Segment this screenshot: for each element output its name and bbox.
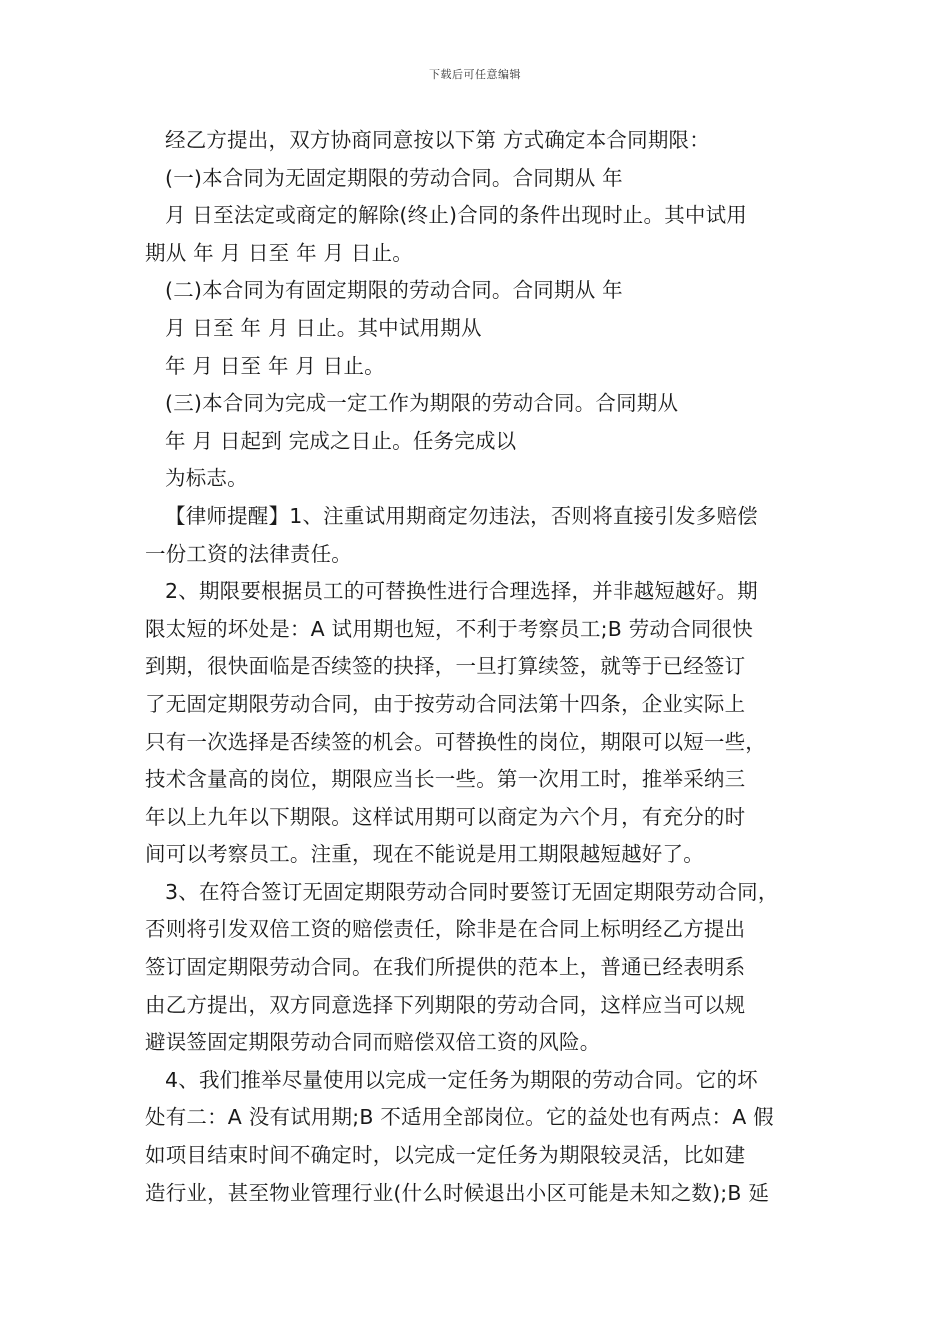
paragraph-line: 年 月 日至 年 月 日止。 [165, 353, 385, 378]
paragraph-line: 经乙方提出，双方协商同意按以下第 方式确定本合同期限： [165, 128, 710, 152]
paragraph-line: 一份工资的法律责任。 [145, 541, 352, 566]
document-body [145, 122, 825, 1212]
paragraph-line: 签订固定期限劳动合同。在我们所提供的范本上，普通已经表明系 [145, 955, 746, 980]
paragraph-line: 年 月 日起到 完成之日止。任务完成以 [165, 428, 517, 453]
paragraph-line: 否则将引发双倍工资的赔偿责任，除非是在合同上标明经乙方提出 [145, 917, 746, 942]
paragraph-line: 造行业，甚至物业管理行业(什么时候退出小区可能是未知之数);B 延 [145, 1180, 770, 1205]
header-note: 下载后可任意编辑 [429, 68, 521, 81]
paragraph-line: 到期，很快面临是否续签的抉择，一旦打算续签，就等于已经签订 [145, 654, 746, 679]
paragraph-line: (一)本合同为无固定期限的劳动合同。合同期从 年 [165, 165, 623, 190]
paragraph-line: 2、期限要根据员工的可替换性进行合理选择，并非越短越好。期 [165, 579, 758, 604]
paragraph-line: 避误签固定期限劳动合同而赔偿双倍工资的风险。 [145, 1030, 601, 1055]
paragraph-line: 为标志。 [165, 466, 248, 491]
paragraph-line: 月 日至 年 月 日止。其中试用期从 [165, 315, 482, 340]
paragraph-line: 只有一次选择是否续签的机会。可替换性的岗位，期限可以短一些， [145, 729, 766, 754]
paragraph-line: 如项目结束时间不确定时，以完成一定任务为期限较灵活，比如建 [145, 1143, 746, 1168]
paragraph-line: 技术含量高的岗位，期限应当长一些。第一次用工时，推举采纳三 [145, 767, 746, 792]
paragraph-line: 3、在符合签订无固定期限劳动合同时要签订无固定期限劳动合同， [165, 879, 779, 904]
paragraph-line: 限太短的坏处是：A 试用期也短，不利于考察员工;B 劳动合同很快 [145, 616, 753, 641]
paragraph-line: 月 日至法定或商定的解除(终止)合同的条件出现时止。其中试用 [165, 203, 748, 228]
paragraph-line: (三)本合同为完成一定工作为期限的劳动合同。合同期从 [165, 391, 679, 416]
paragraph-line: 了无固定期限劳动合同，由于按劳动合同法第十四条，企业实际上 [145, 691, 746, 716]
paragraph-line: 间可以考察员工。注重，现在不能说是用工期限越短越好了。 [145, 842, 704, 867]
paragraph-line: 由乙方提出，双方同意选择下列期限的劳动合同，这样应当可以规 [145, 992, 746, 1017]
paragraph-line: 处有二：A 没有试用期;B 不适用全部岗位。它的益处也有两点：A 假 [145, 1105, 774, 1130]
paragraph-line: 4、我们推举尽量使用以完成一定任务为期限的劳动合同。它的坏 [165, 1067, 758, 1092]
paragraph-line: 【律师提醒】1、注重试用期商定勿违法，否则将直接引发多赔偿 [165, 503, 758, 528]
paragraph-line: (二)本合同为有固定期限的劳动合同。合同期从 年 [165, 278, 623, 303]
paragraph-line: 年以上九年以下期限。这样试用期可以商定为六个月，有充分的时 [145, 804, 746, 829]
paragraph-line: 期从 年 月 日至 年 月 日止。 [145, 240, 413, 265]
